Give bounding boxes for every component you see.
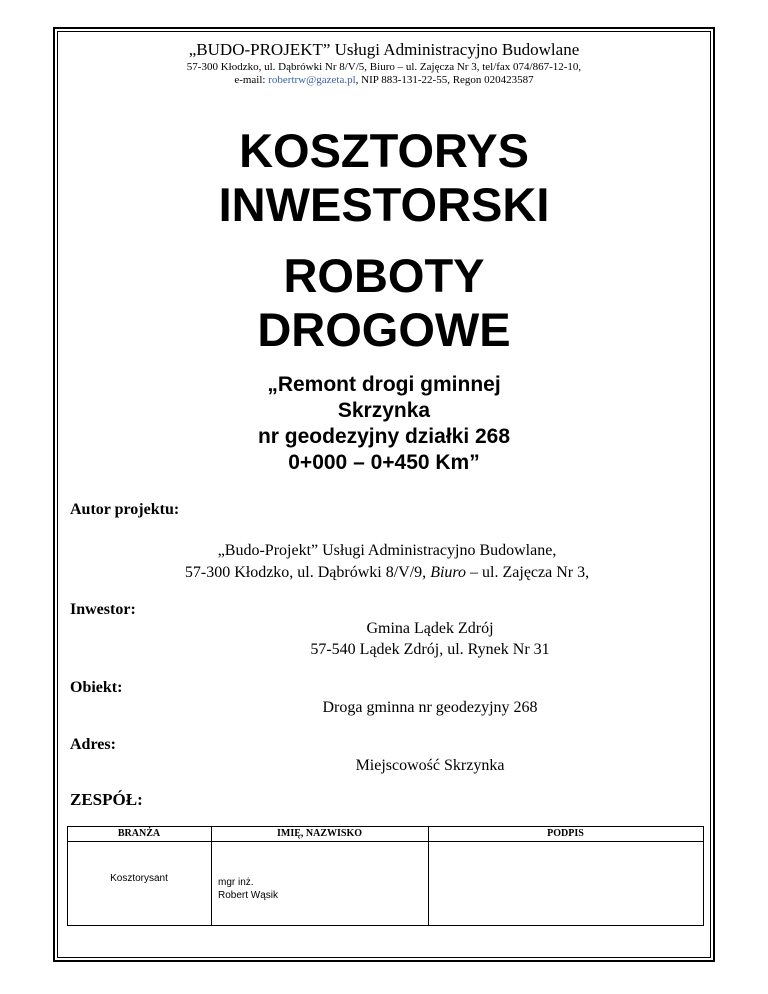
author-address: 57-300 Kłodzko, ul. Dąbrówki 8/V/9, <box>184 564 431 581</box>
table-right-border <box>703 826 704 926</box>
investor-line-1: Gmina Lądek Zdrój <box>366 620 494 637</box>
header-branch: BRANŻA <box>117 828 161 839</box>
object-label: Obiekt: <box>70 679 123 696</box>
title-line-2: INWESTORSKI <box>218 178 550 231</box>
company-name: „BUDO-PROJEKT” Usługi Administracyjno Budowlane <box>188 40 580 59</box>
row-name-title: mgr inż. <box>218 877 254 888</box>
table-bottom-border <box>67 925 704 926</box>
investor-label: Inwestor: <box>70 601 136 618</box>
row-branch: Kosztorysant <box>110 873 168 884</box>
author-office-address: – ul. Zajęcza Nr 3, <box>466 564 590 581</box>
header-signature: PODPIS <box>547 828 584 839</box>
email-prefix: e-mail: <box>234 74 269 86</box>
company-address: 57-300 Kłodzko, ul. Dąbrówki Nr 8/V/5, Biuro – ul. Zajęcza Nr 3, tel/fax 074/867-12-10, <box>186 61 582 73</box>
header-name: IMIĘ, NAZWISKO <box>276 828 362 839</box>
subtitle-line-4: 0+000 – 0+450 Km” <box>288 451 480 474</box>
address-value: Miejscowość Skrzynka <box>355 757 505 774</box>
company-contact <box>57 74 711 86</box>
project-subtitle <box>57 372 711 476</box>
address-label: Adres: <box>70 736 116 753</box>
title-line-3: ROBOTY <box>283 249 485 302</box>
object-value: Droga gminna nr geodezyjny 268 <box>322 699 538 716</box>
table-top-border <box>67 826 704 827</box>
author-line-1: „Budo-Projekt” Usługi Administracyjno Budowlane, <box>217 542 557 559</box>
row-name: Robert Wąsik <box>218 890 279 901</box>
email-link[interactable]: robertrw@gazeta.pl <box>268 74 356 86</box>
subtitle-line-3: nr geodezyjny działki 268 <box>257 425 511 448</box>
table-header-divider <box>67 841 704 842</box>
email-suffix: , NIP 883-131-22-55, Regon 020423587 <box>355 74 534 86</box>
author-office-label: Biuro <box>430 564 467 581</box>
author-line-2 <box>60 564 714 582</box>
subtitle-line-1: „Remont drogi gminnej <box>267 373 501 396</box>
title-line-4: DROGOWE <box>257 303 511 356</box>
title-line-1: KOSZTORYS <box>239 124 529 177</box>
team-label: ZESPÓŁ: <box>70 790 143 809</box>
investor-line-2: 57-540 Lądek Zdrój, ul. Rynek Nr 31 <box>310 641 550 658</box>
table-column-divider-1 <box>211 826 212 926</box>
author-label: Autor projektu: <box>70 501 180 518</box>
table-column-divider-2 <box>428 826 429 926</box>
subtitle-line-2: Skrzynka <box>337 399 431 422</box>
